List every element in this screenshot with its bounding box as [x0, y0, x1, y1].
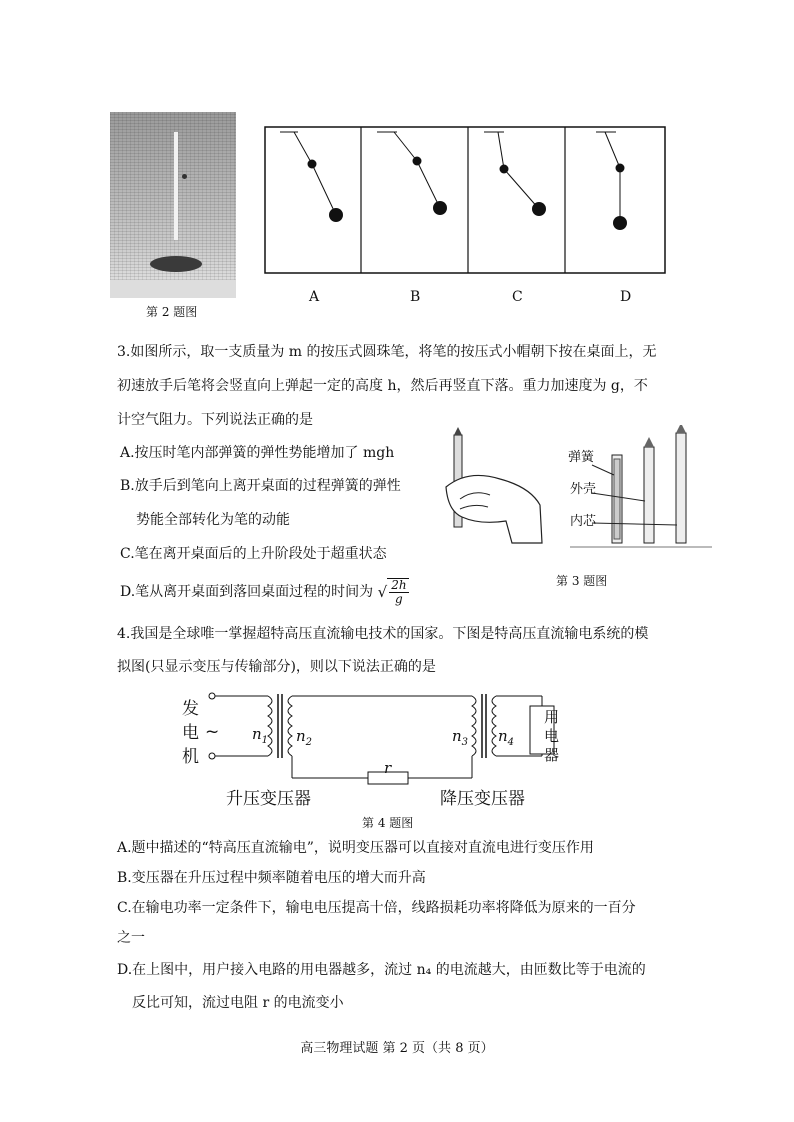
fraction-denominator: g [395, 592, 403, 606]
fig2-caption: 第 2 题图 [146, 305, 198, 319]
q4-option-c-line2: 之一 [117, 930, 145, 946]
fig4-caption: 第 4 题图 [362, 816, 414, 830]
fig3-caption: 第 3 题图 [556, 574, 608, 588]
sqrt-expression [387, 578, 408, 606]
fig2-options-diagram [264, 126, 668, 276]
option-a-label: A [309, 289, 320, 305]
q4-option-d-line1: D.在上图中，用户接入电路的用电器越多，流过 n₄ 的电流越大，由匝数比等于电流的 [117, 962, 646, 978]
option-c-label: C [512, 289, 523, 305]
q4-stem-line2: 拟图(只显示变压与传输部分)，则以下说法正确的是 [117, 659, 436, 675]
option-b-pendulum [377, 132, 447, 215]
option-a-pendulum [280, 132, 343, 222]
n2-label: $n_2$ [296, 727, 313, 748]
n4-label: $n_4$ [498, 727, 515, 748]
q3-stem-line2: 初速放手后笔将会竖直向上弹起一定的高度 h，然后再竖直下落。重力加速度为 g，不 [117, 378, 648, 394]
step-up-transformer-label: 升压变压器 [226, 789, 311, 809]
q3-stem-line1: 3.如图所示，取一支质量为 m 的按压式圆珠笔，将笔的按压式小帽朝下按在桌面上，无 [117, 344, 657, 360]
option-b-label: B [410, 289, 421, 305]
core-label: 内芯 [570, 514, 597, 529]
q3-option-d-text: D.笔从离开桌面到落回桌面过程的时间为 [120, 584, 374, 600]
q3-option-c: C.笔在离开桌面后的上升阶段处于超重状态 [120, 546, 387, 562]
q4-option-a: A.题中描述的“特高压直流输电”，说明变压器可以直接对直流电进行变压作用 [117, 840, 594, 856]
generator-label: 发 电 机 [182, 699, 199, 767]
fraction-numerator: 2h [391, 578, 407, 592]
resistor-r-label: r [384, 759, 392, 777]
q3-option-b-line2: 势能全部转化为笔的动能 [136, 512, 290, 528]
q4-option-c-line1: C.在输电功率一定条件下，输电电压提高十倍，线路损耗功率将降低为原来的一百分 [117, 900, 636, 916]
page-footer: 高三物理试题 第 2 页（共 8 页） [300, 1041, 494, 1056]
q3-option-b-line1: B.放手后到笔向上离开桌面的过程弹簧的弹性 [120, 478, 401, 494]
q4-stem-line1: 4.我国是全球唯一掌握超特高压直流输电技术的国家。下图是特高压直流输电系统的模 [117, 626, 649, 642]
n3-label: $n_3$ [452, 727, 469, 748]
shell-label: 外壳 [570, 482, 597, 497]
n1-label: $n_1$ [252, 725, 269, 746]
q4-option-b: B.变压器在升压过程中频率随着电压的增大而升高 [117, 870, 426, 886]
appliance-label: 用 电 器 [544, 708, 560, 764]
q3-option-a: A.按压时笔内部弹簧的弹性势能增加了 mgh [120, 445, 395, 461]
option-d-pendulum [596, 132, 627, 230]
ac-source-symbol: ~ [205, 722, 220, 742]
step-down-transformer-label: 降压变压器 [440, 789, 525, 809]
q4-option-d-line2: 反比可知，流过电阻 r 的电流变小 [132, 995, 344, 1011]
pendulum-photo [110, 112, 236, 298]
spring-label: 弹簧 [568, 450, 595, 465]
q3-stem-line3: 计空气阻力。下列说法正确的是 [117, 412, 313, 428]
option-d-label: D [620, 289, 632, 305]
transmission-circuit [180, 688, 580, 788]
option-c-pendulum [484, 132, 546, 216]
q3-option-d: D.笔从离开桌面到落回桌面过程的时间为 √ $\frac{2h}{g}$ [120, 578, 407, 606]
